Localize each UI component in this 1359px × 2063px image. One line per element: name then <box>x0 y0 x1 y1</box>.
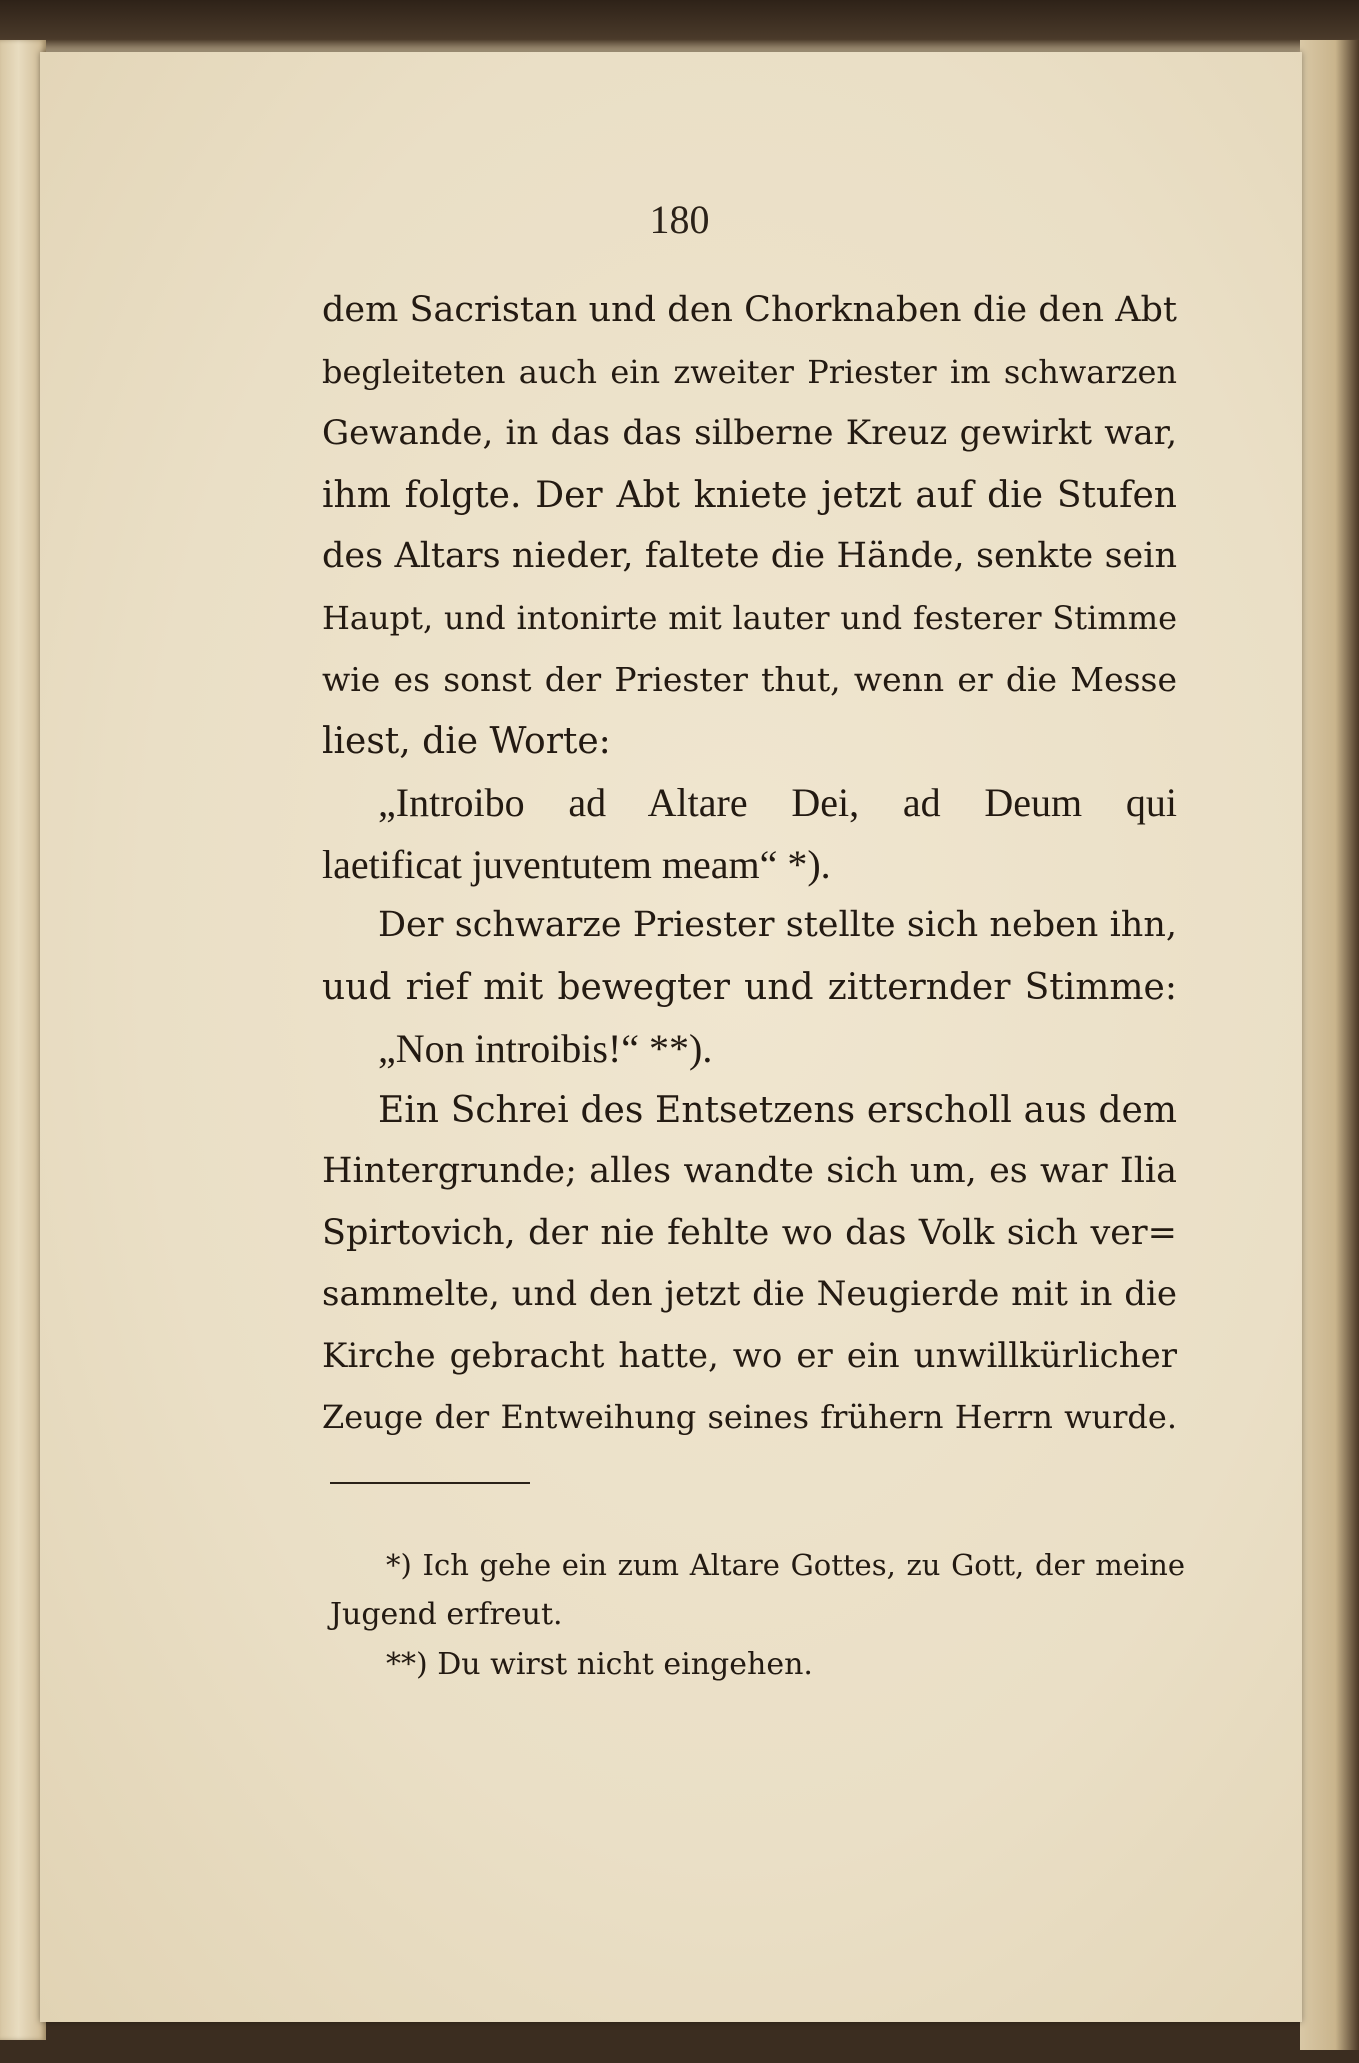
text-line: Gewande, in das das silberne Kreuz gewirkt war, <box>322 413 1177 453</box>
footnote-1-continued: Jugend erfreut. <box>330 1597 563 1632</box>
book-top-edge <box>0 0 1359 56</box>
text-line: Der schwarze Priester stellte sich neben ihn, <box>378 905 1177 945</box>
footnote-separator <box>330 1482 530 1484</box>
text-line: sammelte, und den jetzt die Neugierde mit in die <box>322 1274 1177 1314</box>
text-line: des Altars nieder, faltete die Hände, senkte sein <box>322 536 1177 576</box>
text-line: dem Sacristan und den Chorknaben die den Abt <box>322 290 1177 330</box>
footnote-1: *) Ich gehe ein zum Altare Gottes, zu Gott, der meine <box>386 1548 1185 1582</box>
text-line: Kirche gebracht hatte, wo er ein unwillkürlicher <box>322 1335 1177 1376</box>
page-number: 180 <box>649 197 710 242</box>
text-line: liest, die Worte: <box>322 720 611 762</box>
latin-quote-line: laetificat juventutem meam“ *). <box>322 841 831 887</box>
text-line: ihm folgte. Der Abt kniete jetzt auf die Stufen <box>322 474 1177 516</box>
latin-quote-line: „Non introibis!“ **). <box>378 1026 713 1071</box>
text-line: Zeuge der Entweihung seines frühern Herrn wurde. <box>322 1398 1177 1436</box>
latin-quote-line: „Introibo ad Altare Dei, ad Deum qui <box>378 780 1177 825</box>
footnote-2: **) Du wirst nicht eingehen. <box>386 1647 813 1682</box>
book-right-edge <box>1300 40 1359 2050</box>
text-line: uud rief mit bewegter und zitternder Stimme: <box>322 966 1177 1008</box>
text-line: Ein Schrei des Entsetzens erscholl aus dem <box>378 1089 1177 1131</box>
text-line: Hintergrunde; alles wandte sich um, es war Ilia <box>322 1151 1177 1191</box>
footnotes <box>330 1540 1185 1690</box>
text-line: begleiteten auch ein zweiter Priester im schwarzen <box>322 352 1177 391</box>
body-text <box>322 280 1177 1449</box>
text-line: Spirtovich, der nie fehlte wo das Volk sich ver= <box>322 1212 1177 1253</box>
text-line: wie es sonst der Priester thut, wenn er die Messe <box>322 660 1177 699</box>
text-line: Haupt, und intonirte mit lauter und festerer Stimme <box>322 598 1177 637</box>
